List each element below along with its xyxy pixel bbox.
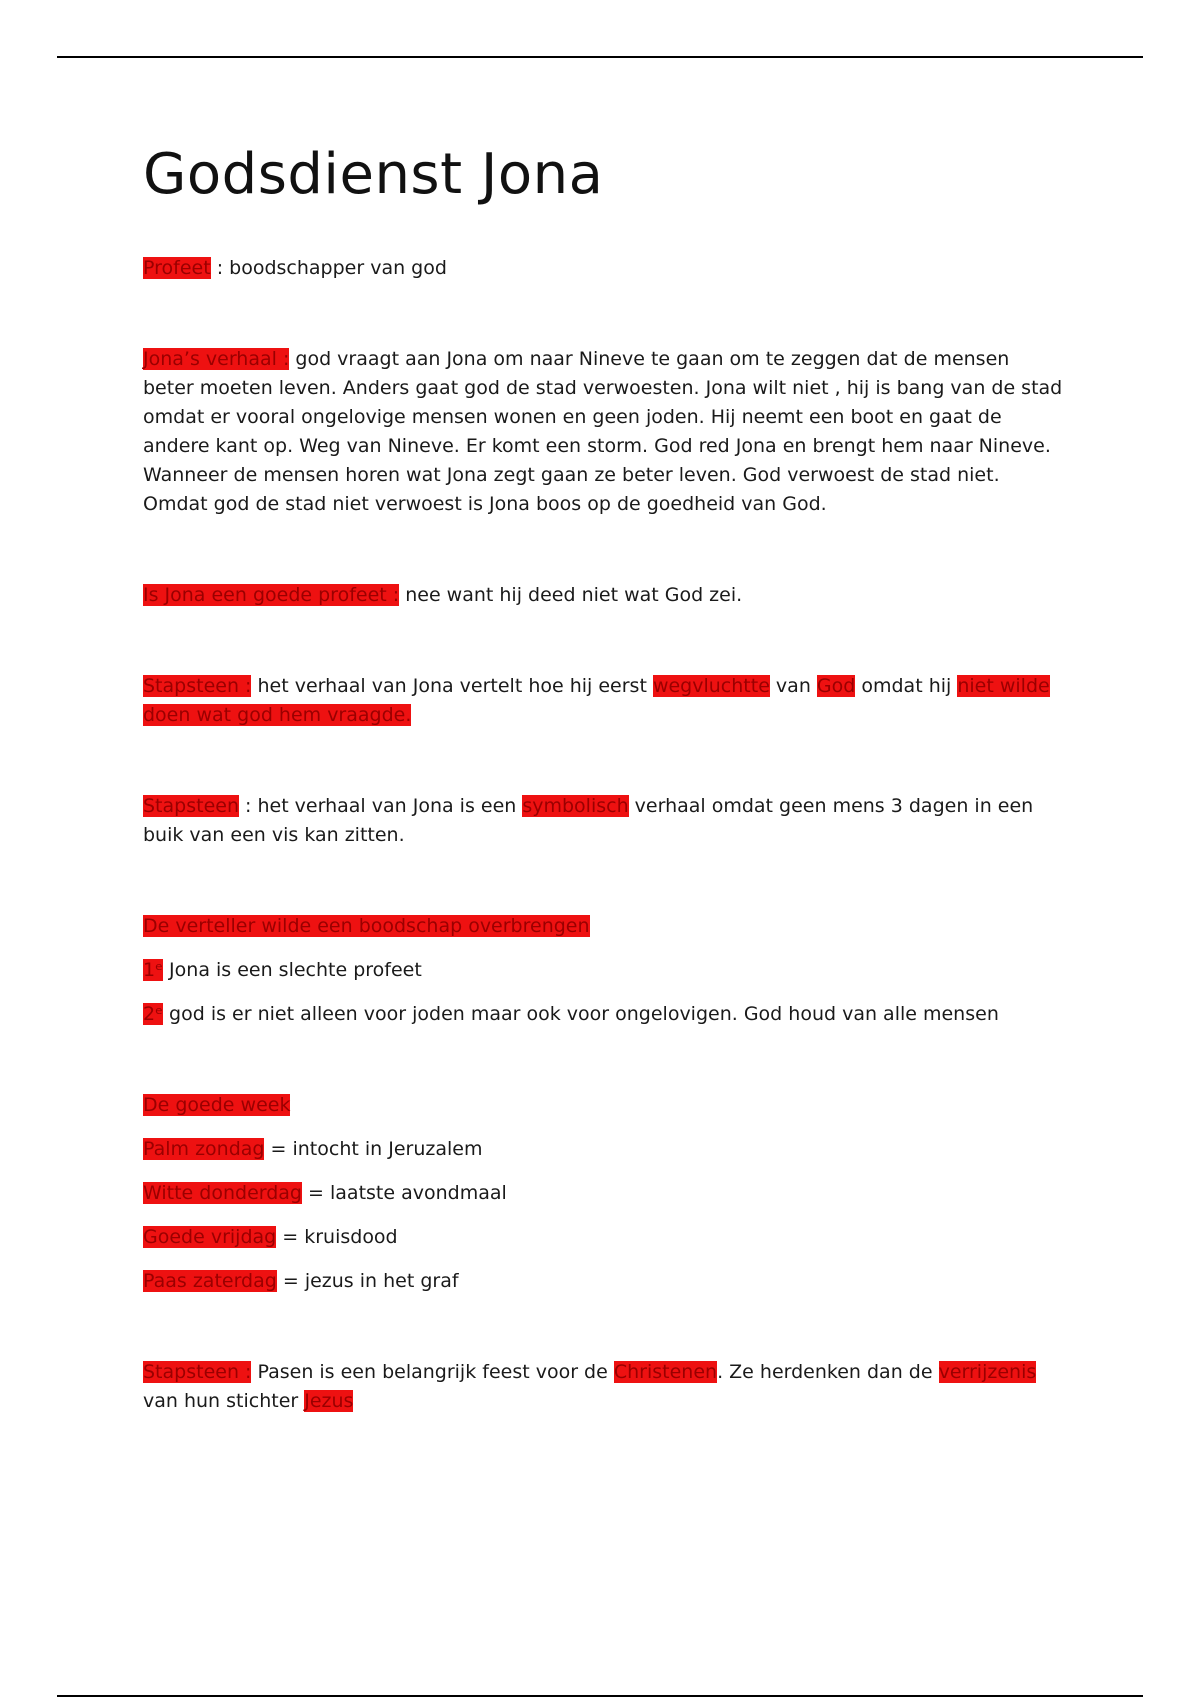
list-number: 2ᵉ: [143, 1003, 164, 1025]
highlight-word: wegvluchtte: [652, 675, 770, 697]
list-item: [143, 1000, 1063, 1029]
section-heading-boodschap: [143, 912, 1063, 941]
highlight-word: God: [816, 675, 856, 697]
day-term: Palm zondag: [143, 1138, 265, 1160]
list-item: [143, 1179, 1063, 1208]
highlight-term: Stapsteen :: [143, 1361, 252, 1383]
day-term: Witte donderdag: [143, 1182, 302, 1204]
day-text: = jezus in het graf: [276, 1270, 459, 1292]
paragraph-text: Pasen is een belangrijk feest voor de: [251, 1361, 614, 1383]
definition-profeet: [143, 254, 1063, 283]
paragraph-jonas-verhaal: [143, 345, 1063, 519]
highlight-word: symbolisch: [522, 795, 629, 817]
list-item: [143, 1135, 1063, 1164]
list-item: [143, 1267, 1063, 1296]
paragraph-stapsteen-1: [143, 672, 1063, 730]
document-body: [143, 140, 1063, 1416]
highlight-term: Stapsteen :: [143, 675, 252, 697]
paragraph-text: . Ze herdenken dan de: [717, 1361, 939, 1383]
highlight-term: Jona’s verhaal :: [143, 348, 290, 370]
highlight-word: niet wilde doen wat god hem vraagde.: [143, 675, 1050, 726]
section-heading-goede-week: [143, 1091, 1063, 1120]
paragraph-text: verhaal omdat geen mens 3 dagen in een buik van een vis kan zitten.: [143, 795, 1034, 846]
day-term: Paas zaterdag: [143, 1270, 277, 1292]
paragraph-text: nee want hij deed niet wat God zei.: [399, 584, 743, 606]
list-number: 1ᵉ: [143, 959, 164, 981]
page-title: Godsdienst Jona: [143, 142, 604, 207]
highlight-term: Profeet: [143, 257, 211, 279]
paragraph-goede-profeet: [143, 581, 1063, 610]
paragraph-text: god vraagt aan Jona om naar Nineve te gaan om te zeggen dat de mensen beter moeten leven. Anders gaat god de stad verwoesten. Jona wilt niet , hij is bang van de stad omdat er vooral ongelovige mensen wonen en geen joden. Hij neemt een boot en gaat de andere kant op. Weg van Nineve. Er komt een storm. God red Jona en brengt hem naar Nineve. Wanneer de mensen horen wat Jona zegt gaan ze beter leven. God verwoest de stad niet. Omdat god de stad niet verwoest is Jona boos op de goedheid van God.: [143, 348, 1063, 515]
paragraph-text: : het verhaal van Jona is een: [238, 795, 523, 817]
definition-text: : boodschapper van god: [210, 257, 447, 279]
list-text: god is er niet alleen voor joden maar ook voor ongelovigen. God houd van alle mensen: [163, 1003, 999, 1025]
list-item: [143, 956, 1063, 985]
day-term: Goede vrijdag: [143, 1226, 277, 1248]
list-text: Jona is een slechte profeet: [163, 959, 422, 981]
list-item: [143, 1223, 1063, 1252]
day-text: = intocht in Jeruzalem: [264, 1138, 483, 1160]
highlight-word: Jezus: [304, 1390, 354, 1412]
highlight-term: Is Jona een goede profeet :: [143, 584, 400, 606]
highlight-word: Christenen: [613, 1361, 718, 1383]
day-text: = laatste avondmaal: [302, 1182, 507, 1204]
footer-rule: [57, 1695, 1143, 1697]
highlight-heading: De goede week: [143, 1094, 291, 1116]
paragraph-text: van hun stichter: [143, 1390, 305, 1412]
highlight-term: Stapsteen: [143, 795, 239, 817]
day-text: = kruisdood: [276, 1226, 398, 1248]
paragraph-text: omdat hij: [855, 675, 958, 697]
header-rule: [57, 56, 1143, 58]
paragraph-text: het verhaal van Jona vertelt hoe hij eerst: [251, 675, 653, 697]
highlight-word: verrijzenis: [938, 1361, 1037, 1383]
paragraph-stapsteen-2: [143, 792, 1063, 850]
paragraph-text: van: [769, 675, 817, 697]
highlight-heading: De verteller wilde een boodschap overbrengen: [143, 915, 590, 937]
paragraph-stapsteen-3: [143, 1358, 1063, 1416]
